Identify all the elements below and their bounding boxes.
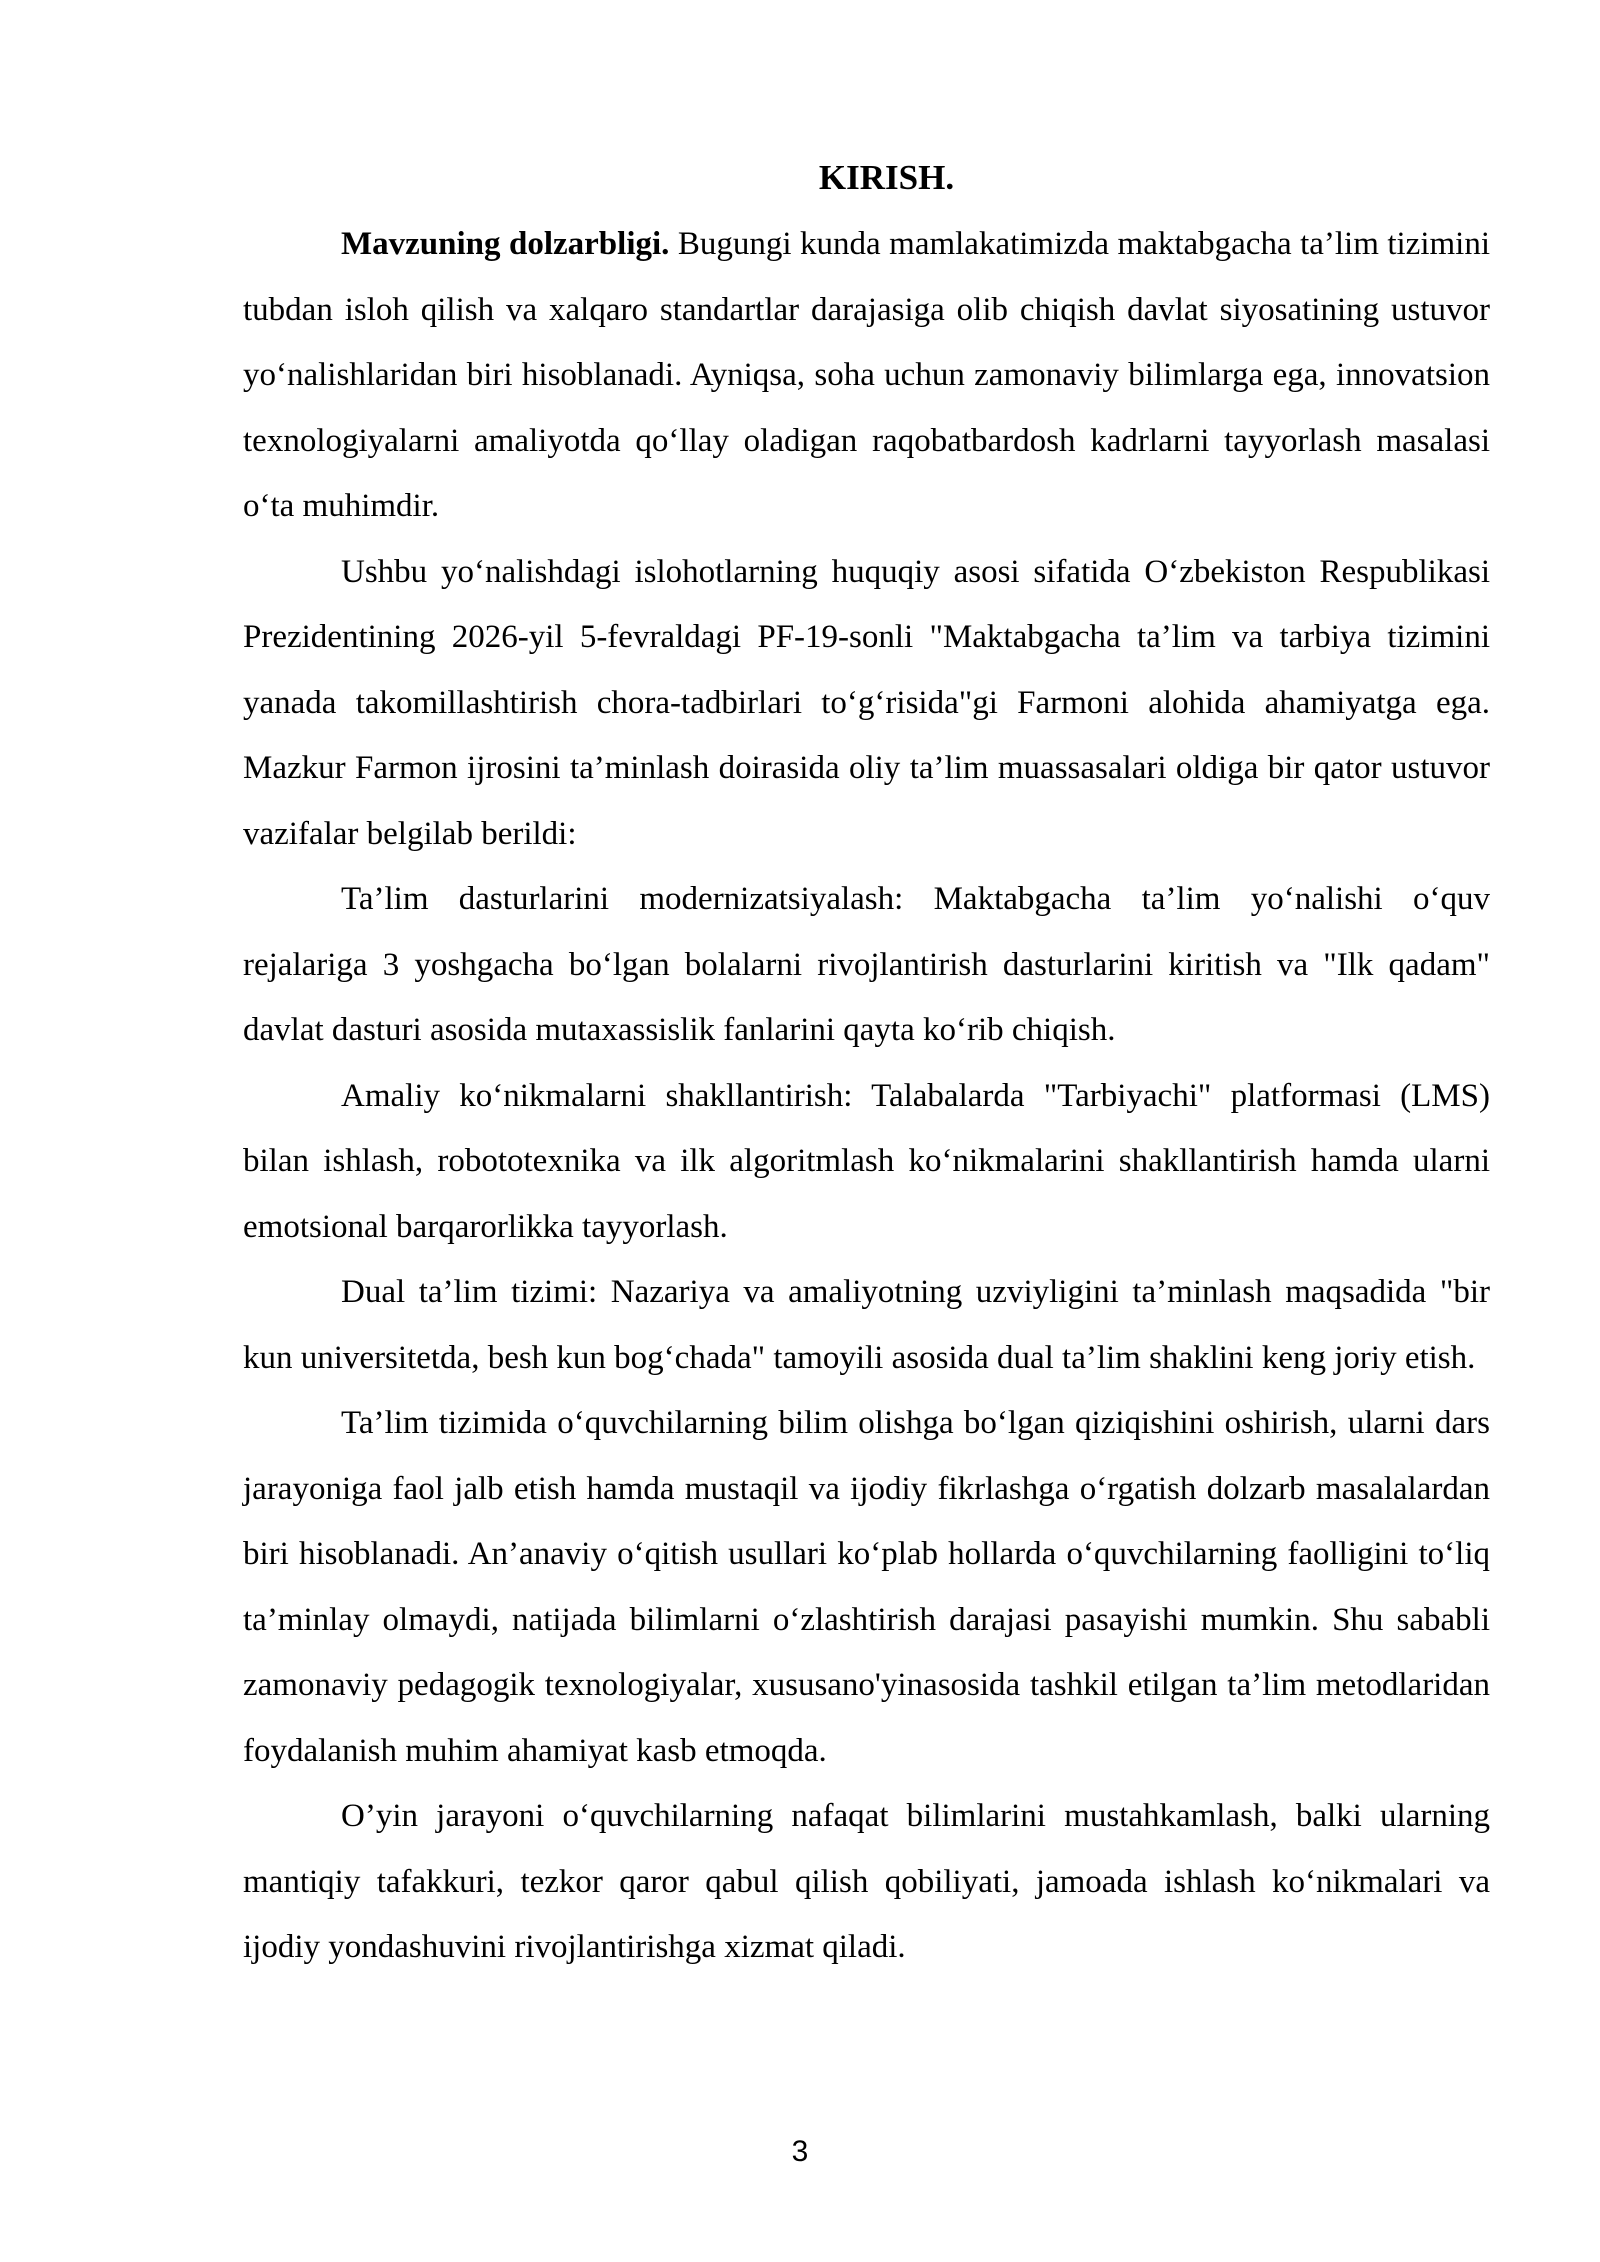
paragraph-modernization [243,867,1490,1064]
paragraph-relevance [243,212,1490,540]
paragraph-text: Ushbu yo‘nalishdagi islohotlarning huquqiy asosi sifatida O‘zbekiston Respublikasi Prezidentining 2026-yil 5-fevraldagi PF-19-sonli "Maktabgacha ta’lim va tarbiya tizimini yanada takomillashtirish chora-tadbirlari to‘g‘risida"gi Farmoni alohida ahamiyatga ega. Mazkur Farmon ijrosini ta’minlash doirasida oliy ta’lim muassasalari oldiga bir qator ustuvor vazifalar belgilab berildi: [243,553,1490,852]
paragraph-text: Amaliy ko‘nikmalarni shakllantirish: Talabalarda "Tarbiyachi" platformasi (LMS) bilan ishlash, robototexnika va ilk algoritmlash ko‘nikmalarini shakllantirish hamda ularni emotsional barqarorlikka tayyorlash. [243,1077,1490,1245]
paragraph-dual-education [243,1260,1490,1391]
paragraph-text: Ta’lim dasturlarini modernizatsiyalash: Maktabgacha ta’lim yo‘nalishi o‘quv rejalariga 3 yoshgacha bo‘lgan bolalarni rivojlantirish dasturlarini kiritish va "Ilk qadam" davlat dasturi asosida mutaxassislik fanlarini qayta ko‘rib chiqish. [243,881,1490,1048]
document-page [243,148,1490,1981]
page-number: 3 [791,2135,809,2168]
paragraph-text: O’yin jarayoni o‘quvchilarning nafaqat bilimlarini mustahkamlash, balki ularning mantiqiy tafakkuri, tezkor qaror qabul qilish qobiliyati, jamoada ishlash ko‘nikmalari va ijodiy yondashuvini rivojlantirishga xizmat qiladi. [243,1798,1490,1965]
paragraph-student-interest [243,1391,1490,1784]
paragraph-practical-skills [243,1064,1490,1261]
paragraph-lead-bold: Mavzuning dolzarbligi. [341,226,670,262]
section-heading: KIRISH. [818,158,955,197]
paragraph-text: Dual ta’lim tizimi: Nazariya va amaliyotning uzviyligini ta’minlash maqsadida "bir kun universitetda, besh kun bog‘chada" tamoyili asosida dual ta’lim shaklini keng joriy etish. [243,1274,1490,1376]
paragraph-game-process [243,1784,1490,1981]
paragraph-text: Ta’lim tizimida o‘quvchilarning bilim olishga bo‘lgan qiziqishini oshirish, ularni dars jarayoniga faol jalb etish hamda mustaqil va ijodiy fikrlashga o‘rgatish dolzarb masalalardan biri hisoblanadi. An’anaviy o‘qitish usullari ko‘plab hollarda o‘quvchilarning faolligini to‘liq ta’minlay olmaydi, natijada bilimlarni o‘zlashtirish darajasi pasayishi mumkin. Shu sababli zamonaviy pedagogik texnologiyalar, xususano'yinasosida tashkil etilgan ta’lim metodlaridan foydalanish muhim ahamiyat kasb etmoqda. [243,1405,1490,1769]
paragraph-legal-basis [243,540,1490,868]
paragraph-text: Bugungi kunda mamlakatimizda maktabgacha ta’lim tizimini tubdan isloh qilish va xalqaro standartlar darajasiga olib chiqish davlat siyosatining ustuvor yo‘nalishlaridan biri hisoblanadi. Ayniqsa, soha uchun zamonaviy bilimlarga ega, innovatsion texnologiyalarni amaliyotda qo‘llay oladigan raqobatbardosh kadrlarni tayyorlash masalasi o‘ta muhimdir. [243,226,1491,524]
